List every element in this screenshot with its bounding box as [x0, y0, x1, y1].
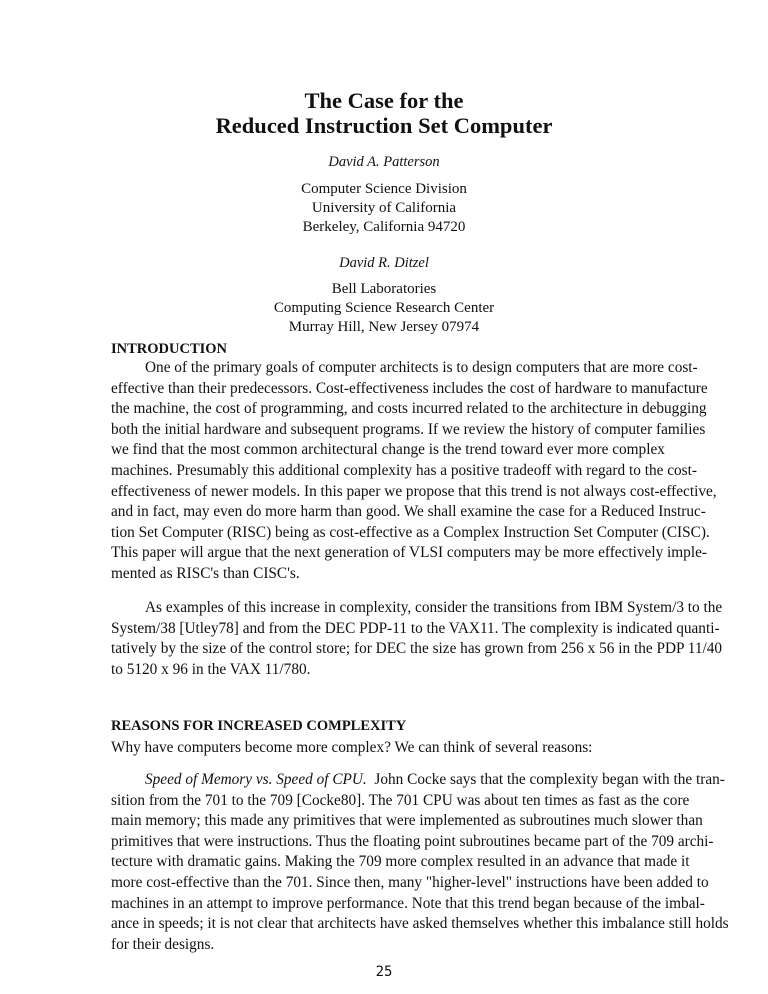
- affiliation-line: Murray Hill, New Jersey 07974: [288, 319, 480, 335]
- text-line: machines. Presumably this additional complexity has a positive tradeoff with regard to the cost-: [111, 461, 697, 479]
- affiliation-line: Bell Laboratories: [331, 281, 437, 297]
- text-line: sition from the 701 to the 709 [Cocke80]. The 701 CPU was about ten times as fast as the core: [111, 791, 690, 809]
- run-in-subheading: Speed of Memory vs. Speed of CPU.: [145, 771, 367, 788]
- section-heading: INTRODUCTION: [111, 341, 228, 357]
- text-line: we find that the most common architectural change is the trend toward ever more complex: [111, 441, 665, 459]
- affiliation-line: University of California: [311, 200, 457, 216]
- section-heading: REASONS FOR INCREASED COMPLEXITY: [111, 718, 407, 734]
- paper-title: [0, 88, 768, 138]
- paragraph: [111, 770, 729, 955]
- title-line-1: The Case for the: [304, 88, 464, 113]
- affiliation-line: Berkeley, California 94720: [302, 219, 466, 235]
- text-line: This paper will argue that the next generation of VLSI computers may be more effectively imple-: [111, 544, 707, 562]
- author-affiliation: [0, 180, 768, 237]
- text-run: John Cocke says that the complexity began with the tran-: [374, 771, 725, 788]
- text-line: mented as RISC's than CISC's.: [111, 564, 300, 582]
- text-line: main memory; this made any primitives that were implemented as subroutines much slower than: [111, 812, 703, 830]
- text-line: tatively by the size of the control store; for DEC the size has grown from 256 x 56 in the PDP 11/40: [111, 640, 723, 658]
- text-line: both the initial hardware and subsequent programs. If we review the history of computer families: [111, 420, 706, 438]
- text-line: [111, 770, 725, 791]
- author-name: David R. Ditzel: [339, 255, 429, 271]
- text-line: machines in an attempt to improve performance. Note that this trend began because of the imbal-: [111, 894, 705, 912]
- text-line: effectiveness of newer models. In this paper we propose that this trend is not always cost-effective,: [111, 482, 717, 500]
- text-line: primitives that were instructions. Thus the floating point subroutines became part of the 709 archi-: [111, 832, 714, 850]
- text-line: tecture with dramatic gains. Making the 709 more complex resulted in an advance that made it: [111, 853, 690, 871]
- text-line: One of the primary goals of computer architects is to design computers that are more cost-: [145, 359, 698, 376]
- author-name: David A. Patterson: [328, 154, 440, 170]
- text-line: and in fact, may even do more harm than good. We shall examine the case for a Reduced Instruc-: [111, 503, 706, 521]
- title-line-2: Reduced Instruction Set Computer: [215, 113, 553, 138]
- text-line: tion Set Computer (RISC) being as cost-effective as a Complex Instruction Set Computer (CISC).: [111, 523, 710, 541]
- text-line: ance in speeds; it is not clear that architects have asked themselves whether this imbalance still holds: [111, 915, 729, 933]
- text-line: As examples of this increase in complexity, consider the transitions from IBM System/3 to the: [145, 599, 723, 616]
- text-line: Why have computers become more complex? We can think of several reasons:: [111, 739, 593, 756]
- paragraph: [111, 358, 717, 585]
- text-line: for their designs.: [111, 935, 215, 953]
- text-line: to 5120 x 96 in the VAX 11/780.: [111, 660, 311, 678]
- text-line: more cost-effective than the 701. Since then, many "higher-level" instructions have been added to: [111, 873, 709, 891]
- text-line: System/38 [Utley78] and from the DEC PDP-11 to the VAX11. The complexity is indicated quanti-: [111, 619, 720, 637]
- text-line: effective than their predecessors. Cost-effectiveness includes the cost of hardware to manufacture: [111, 379, 708, 397]
- paragraph: [111, 738, 660, 759]
- page-number: 25: [375, 964, 393, 980]
- paragraph: [111, 598, 723, 680]
- author-affiliation: [0, 280, 768, 337]
- affiliation-line: Computing Science Research Center: [273, 300, 495, 316]
- text-line: the machine, the cost of programming, and costs incurred related to the architecture in debugging: [111, 400, 707, 418]
- affiliation-line: Computer Science Division: [301, 181, 467, 197]
